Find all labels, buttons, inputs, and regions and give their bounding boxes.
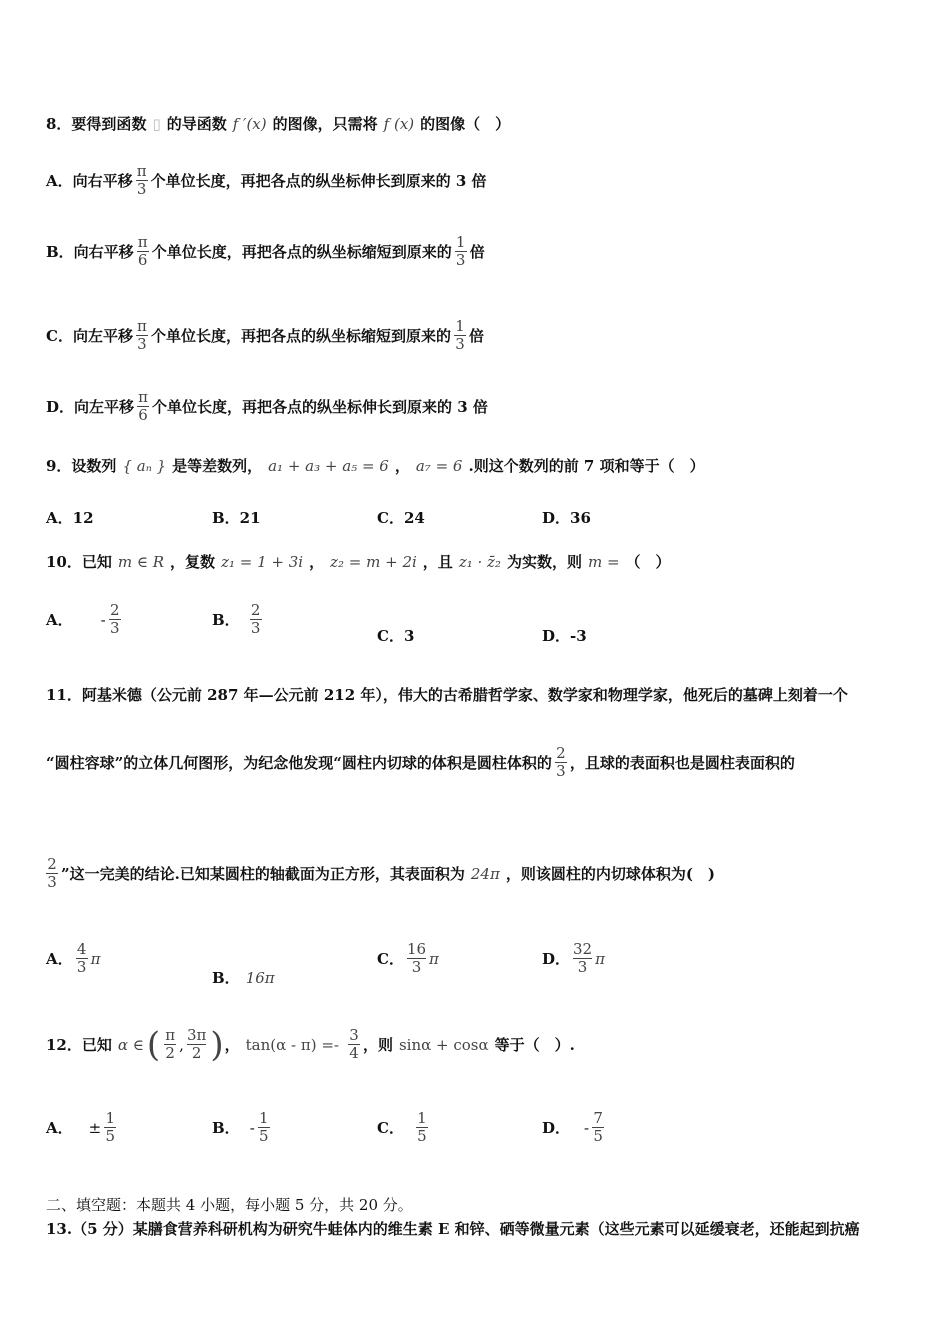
numerator: 2 (250, 601, 261, 619)
denominator: 3 (47, 873, 57, 891)
alpha-in-formula: α ∈ (117, 1035, 144, 1054)
q12-option-c (377, 1110, 431, 1145)
option-text: 个单位长度，再把各点的纵坐标缩短到原来的 (150, 327, 451, 345)
sign: ± (88, 1118, 102, 1137)
q9-text: .则这个数列的前 7 项和等于（ ） (468, 457, 705, 475)
fraction (136, 163, 148, 198)
denominator: 3 (455, 251, 466, 269)
numerator: π (165, 1026, 176, 1044)
sum-condition-formula: a₁ + a₃ + a₅ = 6 (268, 456, 389, 475)
fraction (137, 234, 149, 269)
denominator: 5 (258, 1127, 269, 1145)
m-in-r-formula: m ∈ R (117, 552, 165, 571)
option-label: D． (542, 950, 571, 968)
pi-symbol: π (429, 949, 439, 968)
q10-text: ，复数 (170, 553, 216, 571)
fraction (592, 1110, 604, 1145)
fraction (46, 856, 58, 891)
q10-text: 10．已知 (46, 553, 112, 571)
q8-text: 的图像，只需将 (272, 115, 378, 133)
question-11-line2 (46, 745, 910, 780)
q11-option-b (212, 967, 281, 988)
fraction (187, 1027, 206, 1062)
question-11-line3 (46, 856, 910, 891)
function-formula: f (x) (383, 114, 415, 133)
q10-text: ， (309, 553, 325, 571)
numerator: 1 (105, 1109, 115, 1127)
question-13: 13.（5 分）某膳食营养科研机构为研究牛蛙体内的维生素 E 和锌、硒等微量元素（这些元素可以延缓衰老，还能起到抗癌 (46, 1220, 860, 1238)
option-text: 个单位长度，再把各点的纵坐标缩短到原来的 (151, 243, 452, 261)
q11-option-a (46, 941, 101, 976)
numerator: 1 (455, 233, 466, 251)
sign: - (249, 1118, 255, 1137)
numerator: 1 (455, 317, 465, 335)
denominator: 3 (577, 958, 588, 976)
surface-area-formula: 24π (470, 864, 500, 883)
option-formula: 16π (245, 968, 275, 987)
q9-option-a: A．12 (46, 509, 94, 527)
fraction (250, 602, 262, 637)
option-label: C． (377, 950, 404, 968)
option-label: B． (212, 1119, 240, 1137)
q8-option-b (46, 234, 910, 269)
option-label: D． (542, 1119, 571, 1137)
denominator: 3 (136, 180, 147, 198)
option-label: B． (212, 611, 240, 629)
option-label: C．向左平移 (46, 327, 133, 345)
denominator: 3 (109, 619, 120, 637)
sign: - (100, 610, 106, 629)
tan-formula: tan(α - π) =- (245, 1035, 339, 1054)
q12-text: 12．已知 (46, 1036, 112, 1054)
section-heading-text: 二、填空题：本题共 4 小题，每小题 5 分，共 20 分。 (46, 1196, 413, 1214)
option-label: D．向左平移 (46, 398, 135, 416)
option-label: A． (46, 950, 73, 968)
q11-text: ，则该圆柱的内切球体积为( ) (505, 865, 716, 883)
right-paren-icon: ) (210, 1024, 224, 1065)
denominator: 3 (137, 335, 147, 353)
fraction (109, 602, 121, 637)
numerator: 4 (76, 940, 87, 958)
q9-text: ， (394, 457, 410, 475)
q12-text: ，则 (362, 1036, 393, 1054)
q10-option-c: C．3 (377, 627, 415, 645)
q11-option-d (542, 941, 605, 976)
product-formula: z₁ · z̄₂ (458, 552, 501, 571)
q12-option-b (212, 1110, 273, 1145)
pi-symbol: π (90, 949, 101, 968)
q10-option-b (212, 602, 265, 637)
question-12: 12．已知 α ∈ ( $\frac{\pi}{2}$ , $\frac{3\pi}{2}$ ) ， tan(α - π) =- $\frac{3}{4}$ ，则 sinα + cosα 等于（ ）. (46, 1024, 575, 1065)
pi-symbol: π (595, 949, 605, 968)
denominator: 6 (137, 251, 148, 269)
denominator: 6 (138, 406, 148, 424)
numerator: π (137, 317, 147, 335)
numerator: 3π (186, 1026, 207, 1044)
q8-text: 8．要得到函数 (46, 115, 147, 133)
q8-option-d (46, 389, 910, 424)
denominator: 3 (411, 958, 422, 976)
q9-text: 9．设数列 (46, 457, 117, 475)
option-text: 个单位长度，再把各点的纵坐标伸长到原来的 3 倍 (150, 172, 487, 190)
fraction (258, 1110, 270, 1145)
option-label: A． (46, 611, 73, 629)
q11-text: ”这一完美的结论.已知某圆柱的轴截面为正方形，其表面积为 (61, 865, 465, 883)
fraction (455, 234, 467, 269)
q10-text: （ ） (625, 553, 671, 571)
q12-text: 等于（ ）. (494, 1036, 575, 1054)
q9-option-b: B．21 (212, 509, 261, 527)
numerator: 2 (109, 601, 120, 619)
q12-option-a (46, 1110, 119, 1145)
q8-option-c (46, 318, 910, 353)
fraction (164, 1027, 176, 1062)
numerator: 16 (406, 940, 427, 958)
question-10 (46, 551, 910, 572)
denominator: 3 (76, 958, 87, 976)
q12-text: ， (224, 1036, 240, 1054)
z1-formula: z₁ = 1 + 3i (221, 552, 304, 571)
numerator: 32 (573, 940, 593, 958)
sin-cos-formula: sinα + cosα (398, 1035, 489, 1054)
sequence-formula: { aₙ } (122, 456, 167, 475)
option-label: B． (212, 969, 240, 987)
m-equals-formula: m = (587, 552, 620, 571)
option-label: C． (377, 1119, 404, 1137)
left-paren-icon: ( (146, 1024, 161, 1065)
q8-text: 的导函数 (166, 115, 227, 133)
fraction (76, 941, 88, 976)
numerator: π (136, 162, 147, 180)
q10-option-d: D．-3 (542, 627, 587, 645)
numerator: π (137, 233, 148, 251)
denominator: 5 (593, 1127, 603, 1145)
numerator: π (138, 388, 148, 406)
q11-option-c (377, 941, 439, 976)
fraction (137, 389, 149, 424)
option-text: 个单位长度，再把各点的纵坐标伸长到原来的 3 倍 (152, 398, 488, 416)
numerator: 3 (349, 1026, 359, 1044)
z2-formula: z₂ = m + 2i (330, 552, 417, 571)
numerator: 1 (258, 1109, 269, 1127)
fraction (416, 1110, 428, 1145)
fraction (348, 1027, 360, 1062)
denominator: 2 (165, 1044, 175, 1062)
numerator: 2 (556, 744, 566, 762)
option-label: B．向右平移 (46, 243, 134, 261)
a7-formula: a₇ = 6 (415, 456, 463, 475)
q11-text: “圆柱容球”的立体几何图形，为纪念他发现“圆柱内切球的体积是圆柱体积的 (46, 754, 552, 772)
fraction (454, 318, 466, 353)
fraction (573, 941, 592, 976)
q10-text: 为实数，则 (506, 553, 582, 571)
fraction (407, 941, 426, 976)
numerator: 2 (47, 855, 57, 873)
option-label: A．向右平移 (46, 172, 133, 190)
q9-text: 是等差数列， (172, 457, 263, 475)
fraction (136, 318, 148, 353)
option-label: A． (46, 1119, 73, 1137)
sign: - (584, 1118, 590, 1137)
question-9 (46, 455, 910, 476)
derivative-formula: f ′(x) (232, 114, 267, 133)
q12-option-d (542, 1110, 607, 1145)
denominator: 5 (417, 1127, 427, 1145)
q9-option-d: D．36 (542, 509, 591, 527)
fraction (104, 1110, 116, 1145)
q8-text: 的图像（ ） (420, 115, 511, 133)
option-text: 倍 (469, 243, 485, 261)
function-formula-image: ▯ (152, 114, 161, 133)
denominator: 4 (349, 1044, 359, 1062)
denominator: 2 (191, 1044, 202, 1062)
section-heading (46, 1194, 910, 1215)
denominator: 3 (556, 762, 566, 780)
question-8 (46, 113, 910, 134)
q11-text: ，且球的表面积也是圆柱表面积的 (569, 754, 795, 772)
denominator: 3 (250, 619, 261, 637)
denominator: 3 (455, 335, 465, 353)
fraction (555, 745, 567, 780)
option-text: 倍 (468, 327, 484, 345)
q10-option-a (46, 602, 124, 637)
question-11-line1: 11．阿基米德（公元前 287 年—公元前 212 年），伟大的古希腊哲学家、数学家和物理学家，他死后的墓碑上刻着一个 (46, 686, 848, 704)
q8-option-a (46, 163, 910, 198)
q9-option-c: C．24 (377, 509, 425, 527)
q10-text: ，且 (422, 553, 453, 571)
numerator: 1 (417, 1109, 427, 1127)
numerator: 7 (593, 1109, 603, 1127)
denominator: 5 (105, 1127, 115, 1145)
